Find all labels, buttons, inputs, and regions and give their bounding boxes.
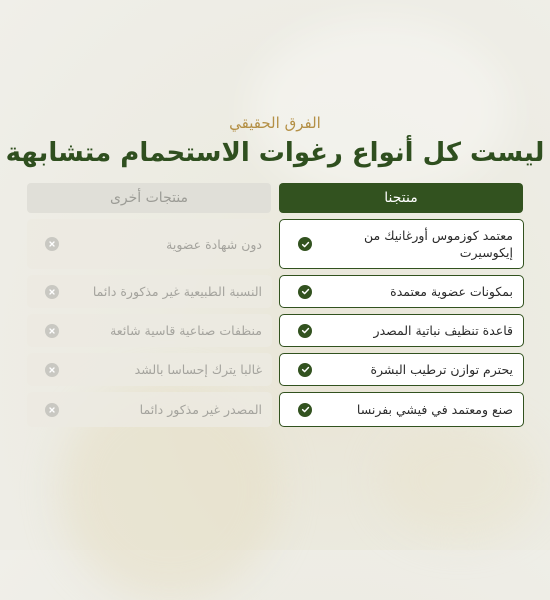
background-glow <box>250 20 510 200</box>
comparison-row-ours <box>279 353 524 386</box>
comparison-row-ours <box>279 314 524 347</box>
row-label: المصدر غير مذكور دائما <box>139 402 262 417</box>
comparison-row-others <box>27 314 272 347</box>
comparison-row-others <box>27 353 272 386</box>
comparison-row-others <box>27 392 272 427</box>
x-circle-icon <box>45 237 59 251</box>
x-circle-icon <box>45 403 59 417</box>
background-glow <box>380 420 540 540</box>
page-title: ليست كل أنواع رغوات الاستحمام متشابهة <box>5 138 545 168</box>
row-label: قاعدة تنظيف نباتية المصدر <box>373 323 513 338</box>
column-header-ours: منتجنا <box>279 183 523 213</box>
comparison-row-others <box>27 275 272 308</box>
x-circle-icon <box>45 324 59 338</box>
check-circle-icon <box>298 285 312 299</box>
check-circle-icon <box>298 403 312 417</box>
row-label: صنع ومعتمد في فيشي بفرنسا <box>356 402 513 417</box>
section-subtitle: الفرق الحقيقي <box>229 114 321 132</box>
row-label: دون شهادة عضوية <box>166 236 262 252</box>
x-circle-icon <box>45 285 59 299</box>
column-header-others: منتجات أخرى <box>27 183 271 213</box>
check-circle-icon <box>298 363 312 377</box>
comparison-row-others <box>27 219 272 269</box>
x-circle-icon <box>45 363 59 377</box>
comparison-row-ours <box>279 219 524 269</box>
check-circle-icon <box>298 324 312 338</box>
row-label: يحترم توازن ترطيب البشرة <box>370 362 513 377</box>
comparison-row-ours <box>279 275 524 308</box>
check-circle-icon <box>298 237 312 251</box>
row-label: غالبا يترك إحساسا بالشد <box>134 362 262 377</box>
row-label: منظفات صناعية قاسية شائعة <box>110 323 262 338</box>
comparison-row-ours <box>279 392 524 427</box>
row-label: معتمد كوزموس أورغانيك من إيكوسيرت <box>364 228 513 260</box>
row-label: النسبة الطبيعية غير مذكورة دائما <box>92 284 262 299</box>
row-label: بمكونات عضوية معتمدة <box>390 284 513 299</box>
